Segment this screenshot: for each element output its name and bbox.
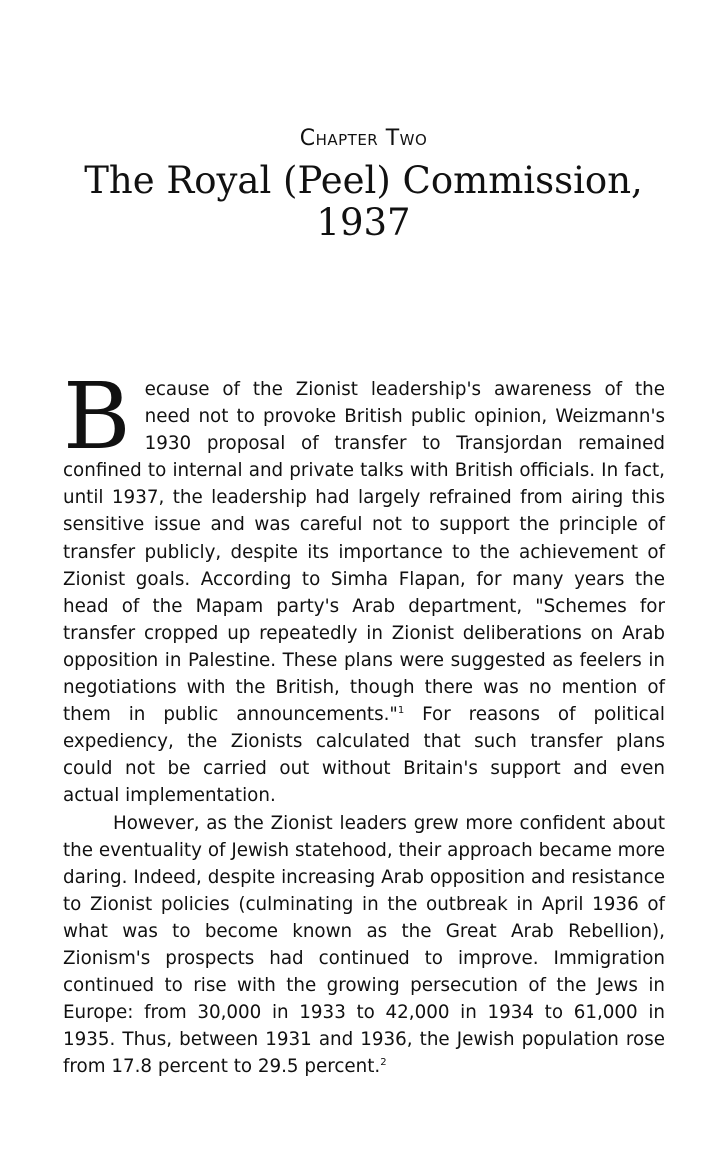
chapter-title	[0, 160, 727, 244]
footnote-marker-2: 2	[380, 1057, 387, 1069]
paragraph-2-text: However, as the Zionist leaders grew more confident about the eventuality of Jewish statehood, their approach became more daring. Indeed, despite increasing Arab opposition and resistance to Zionist policies (culminating in the outbreak in April 1936 of what was to become known as the Great Arab Rebellion), Zionism's prospects had continued to improve. Immigration continued to rise with the growing persecution of the Jews in Europe: from 30,000 in 1933 to 42,000 in 1934 to 61,000 in 1935. Thus, between 1931 and 1936, the Jewish population rose from 17.8 percent to 29.5 percent.	[63, 812, 665, 1078]
paragraph-2	[63, 810, 665, 1081]
paragraph-1-text: ecause of the Zionist leadership's awareness of the need not to provoke British public opinion, Weizmann's 1930 proposal of transfer to Transjordan remained confined to internal and private talks with British officials. In fact, until 1937, the leadership had largely refrained from airing this sensitive issue and was careful not to support the principle of transfer publicly, despite its importance to the achievement of Zionist goals. According to Simha Flapan, for many years the head of the Mapam party's Arab department, "Schemes for transfer cropped up repeatedly in Zionist deliberations on Arab opposition in Palestine. These plans were suggested as feelers in negotiations with the British, though there was no mention of them in public announcements."	[63, 379, 665, 726]
body-text	[63, 363, 666, 1080]
chapter-number: Chapter Two	[299, 126, 428, 151]
chapter-title-line-1: The Royal (Peel) Commission,	[84, 159, 643, 202]
paragraph-1-text-continued: For reasons of political expediency, the Zionists calculated that such transfer plans could not be carried out without Britain's support and even actual implementation.	[63, 704, 666, 807]
footnote-marker-1: 1	[397, 705, 405, 717]
drop-cap: B	[63, 363, 131, 470]
paragraph-1	[63, 363, 666, 810]
chapter-title-year: 1937	[316, 201, 411, 244]
